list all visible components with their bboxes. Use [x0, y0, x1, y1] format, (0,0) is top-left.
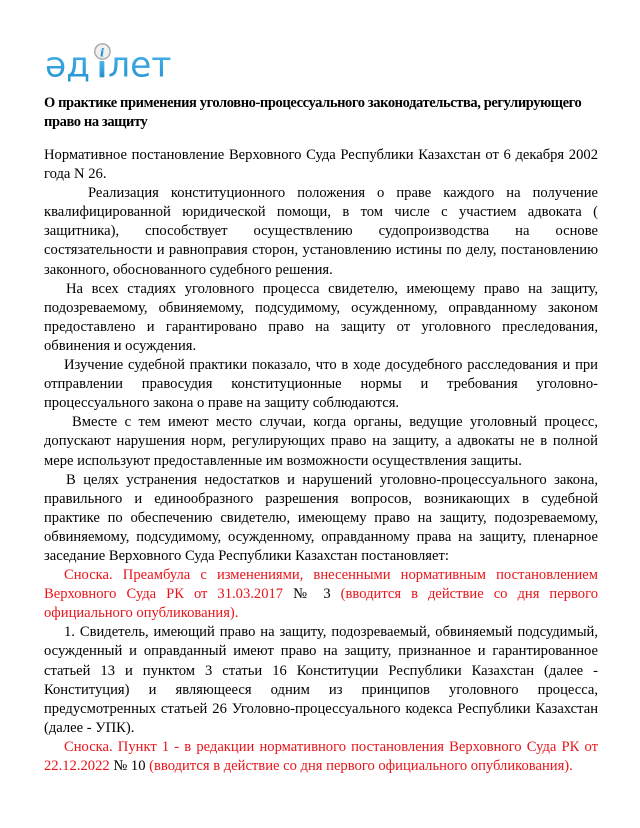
paragraph: На всех стадиях уголовного процесса свидетелю, имеющему право на защиту, подозреваемому, обвиняемому, подсудимому, осужденному, оправданному законом предоставлено и гарантировано право на защиту от уголовного преследования, обвинения и осуждения. [44, 280, 598, 354]
footnote-preamble [44, 566, 598, 623]
svg-text:лет: лет [108, 45, 172, 84]
footnote-text: Сноска. Пункт 1 - в редакции нормативного постановления Верховного Суда РК от 22.12.2022 [44, 738, 598, 774]
document-body [44, 146, 598, 776]
paragraph: Изучение судебной практики показало, что в ходе досудебного расследования и при отправлении правосудия конституционные нормы и требования уголовно-процессуального закона о праве на защиту соблюдаются. [44, 357, 598, 412]
document-title: О практике применения уголовно-процессуального законодательства, регулирующего право на защиту [44, 95, 582, 130]
footnote-text: (вводится в действие со дня первого официального опубликования). [44, 586, 599, 622]
paragraph: В целях устранения недостатков и нарушений уголовно-процессуального закона, правильного и единообразного разрешения вопросов, возникающих в судебной практике по обеспечению свидетелю, имеющему право на защиту, подозреваемому, обвиняемому, подсудимому, осужденному, оправданному права на защиту, пленарное заседание Верховного Суда Республики Казахстан постановляет: [44, 471, 598, 564]
adilet-logo [42, 40, 182, 84]
footnote-point-1 [44, 738, 598, 776]
footnote-text: (вводится в действие со дня первого официального опубликования). [145, 758, 573, 774]
svg-text:i: i [100, 45, 105, 60]
footnote-link[interactable]: № 10 [113, 758, 146, 774]
svg-text:әд: әд [45, 45, 91, 84]
point-1: 1. Свидетель, имеющий право на защиту, подозреваемый, обвиняемый подсудимый, осужденный и оправданный имеют право на защиту, признанное и гарантированное статьей 13 и пунктом 3 статьи 16 Конституции Республики Казахстан (далее - Конституция) и являющееся одним из принципов уголовного процесса, предусмотренных статьей 26 Уголовно-процессуального кодекса Республики Казахстан (далее - УПК). [44, 624, 598, 736]
footnote-link[interactable]: № 3 [293, 586, 331, 603]
paragraph: Вместе с тем имеют место случаи, когда органы, ведущие уголовный процесс, допускают нарушения норм, регулирующих право на защиту, а адвокаты не в полной мере используют предоставленные им возможности осуществления защиты. [44, 414, 598, 469]
paragraph: Реализация конституционного положения о праве каждого на получение квалифицированной юридической помощи, в том числе с участием адвоката ( защитника), способствует осуществлению судопроизводства на основе состязательности и равноправия сторон, установлению истины по делу, постановлению законного, обоснованного судебного решения. [44, 185, 598, 278]
footnote-text: Сноска. Преамбула с изменениями, внесенными нормативным постановлением Верховного Суда РК от 31.03.2017 [44, 567, 598, 603]
document-subtitle: Нормативное постановление Верховного Суда Республики Казахстан от 6 декабря 2002 года N 26. [44, 147, 598, 183]
